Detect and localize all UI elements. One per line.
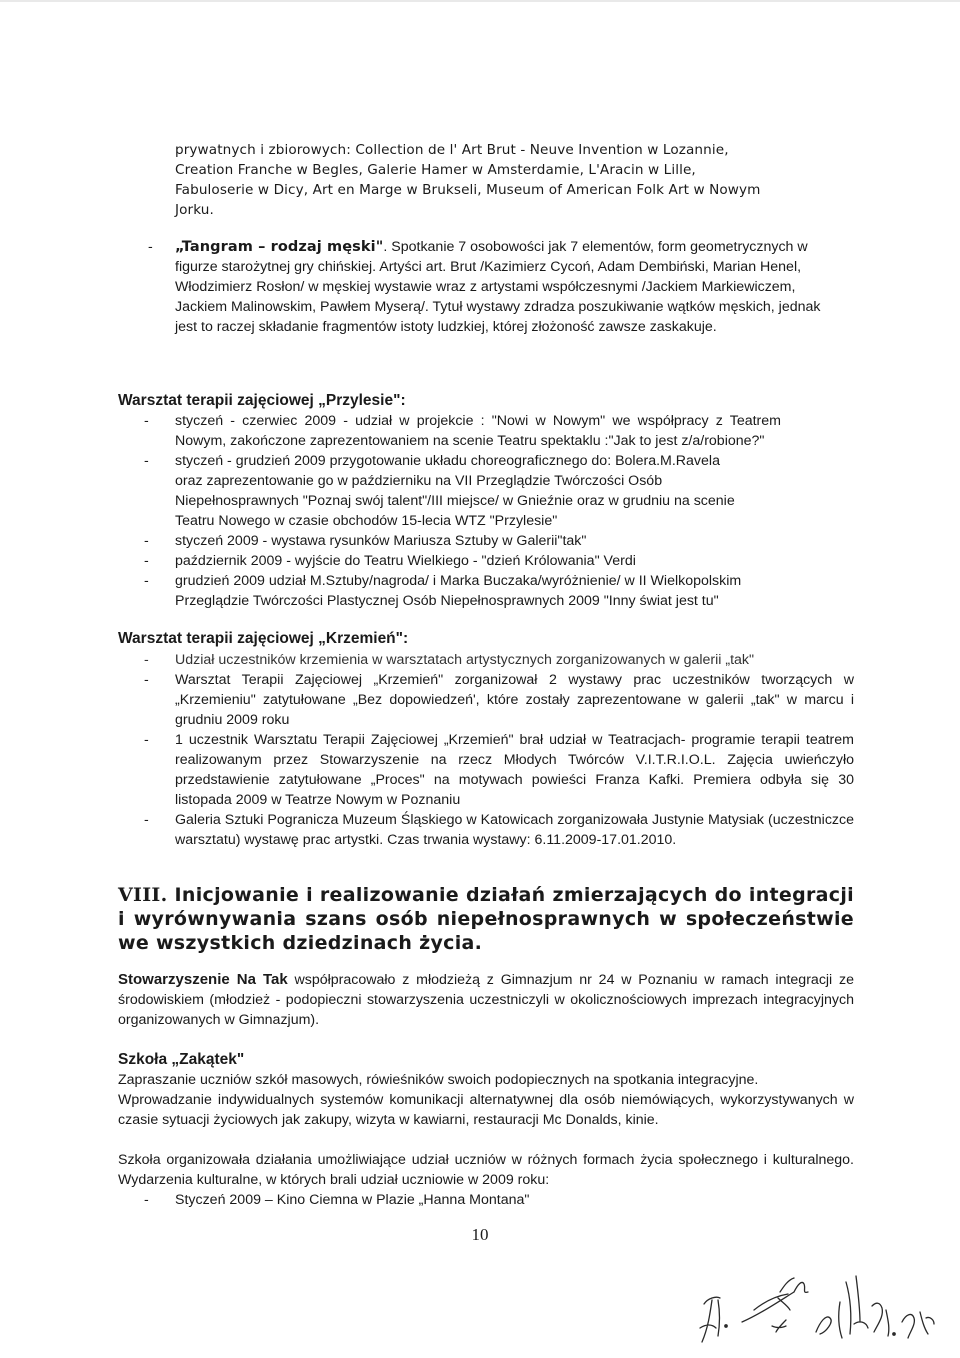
na-tak-text: współpracowało z młodzieżą z Gimnazjum nr 24 w Poznaniu w ramach integracji ze środowiskiem (młodzież - podopieczni stowarzyszenia uczestniczyli w okolicznościowych imprezach integracyjnych organizowanych w Gimnazjum).	[118, 972, 855, 1028]
list-item: - Galeria Sztuki Pogranicza Muzeum Śląskiego w Katowicach zorganizowała Justynie Matysiak (uczestniczce warsztatu) wystawę prac artystki. Czas trwania wystawy: 6.11.2009-17.01.2010.	[144, 812, 854, 848]
tangram-text	[175, 237, 838, 337]
zakatek-paragraph-1: Zapraszanie uczniów szkół masowych, rówieśników swoich podopiecznych na spotkania integracyjne.	[118, 1072, 759, 1088]
tangram-item	[148, 237, 838, 337]
zakatek-paragraph-3: Szkoła organizowała działania umożliwiające udział uczniów w różnych formach życia społecznego i kulturalnego. Wydarzenia kulturalne, w których brali udział uczniowie w 2009 roku:	[118, 1152, 854, 1188]
przylesie-list	[118, 411, 810, 611]
list-item: - Styczeń 2009 – Kino Ciemna w Plazie „Hanna Montana"	[144, 1192, 530, 1208]
organization-name: Stowarzyszenie Na Tak	[118, 971, 288, 988]
tangram-description: . Spotkanie 7 osobowości jak 7 elementów, form geometrycznych w figurze starożytnej gry chińskiej. Artyści art. Brut /Kazimierz Cycoń, Adam Dembiński, Marian Henel, Włodzimierz Rosłon/ w męskiej wystawie wraz z artystami współczesnymi /Jackiem Markiewiczem, Jackiem Malinowskim, Pawłem Myserą/. Tytuł wystawy zdradza poszukiwanie wątków męskich, jednak jest to raczej składanie fragmentów istoty ludzkiej, której złożoność zawsze zaskakuje.	[175, 239, 821, 335]
list-item-text: Galeria Sztuki Pogranicza Muzeum Śląskiego w Katowicach zorganizowała Justynie Matysiak (uczestniczce warsztatu) wystawę prac artystki. Czas trwania wystawy: 6.11.2009-17.01.2010.	[175, 812, 854, 848]
section-number: VIII.	[118, 884, 168, 906]
zakatek-list	[118, 1190, 854, 1210]
krzemien-list	[118, 650, 854, 850]
intro-line: Jorku.	[175, 202, 214, 218]
list-item-text: Styczeń 2009 – Kino Ciemna w Plazie „Hanna Montana"	[175, 1192, 530, 1208]
zakatek-paragraph-2: Wprowadzanie indywidualnych systemów komunikacji alternatywnej dla osób niemówiących, wykorzystywanych w czasie sytuacji życiowych jak zakupy, wizyta w kawiarni, restauracji Mc Donalds, kinie.	[118, 1092, 854, 1128]
intro-paragraph	[175, 140, 855, 220]
list-item-text: Warsztat Terapii Zajęciowej „Krzemień" zorganizował 2 wystawy prac uczestników tworzących w „Krzemieniu" zatytułowane „Bez dopowiedzeń', które zostały zaprezentowane w galerii „tak" w marcu i grudniu 2009 roku	[175, 672, 854, 728]
przylesie-heading: Warsztat terapii zajęciowej „Przylesie":	[118, 392, 406, 409]
list-item: - grudzień 2009 udział M.Sztuby/nagroda/ i Marka Buczaka/wyróżnienie/ w II Wielkopolskim Przeglądzie Twórczości Plastycznej Osób Niepełnosprawnych 2009 "Inny świat jest tu"	[144, 573, 742, 609]
list-item: - styczeń 2009 - wystawa rysunków Mariusza Sztuby w Galerii"tak"	[144, 533, 587, 549]
list-item: - styczeń - czerwiec 2009 - udział w projekcie : "Nowi w Nowym" we współpracy z Teatrem Nowym, zakończone zaprezentowaniem na scenie Teatru spektaklu :"Jak to jest z/a/robione?"	[144, 413, 781, 449]
list-item-text: Udział uczestników krzemienia w warsztatach artystycznych zorganizowanych w galerii „tak"	[175, 652, 755, 668]
na-tak-paragraph	[118, 970, 854, 1030]
page-number: 10	[471, 1225, 489, 1244]
handwritten-signatures	[690, 1262, 955, 1352]
list-item-text: styczeń - czerwiec 2009 - udział w projekcie : "Nowi w Nowym" we współpracy z Teatrem Nowym, zakończone zaprezentowaniem na scenie Teatru spektaklu :"Jak to jest z/a/robione?"	[175, 413, 781, 449]
zakatek-heading: Szkoła „Zakątek"	[118, 1051, 245, 1068]
list-item: - 1 uczestnik Warsztatu Terapii Zajęciowej „Krzemień" brał udział w Teatracjach- programie terapii teatrem realizowanym przez Stowarzyszenie na rzecz Młodych Twórców V.I.T.R.I.O.L. Zajęcia uwieńczyło przedstawienie zatytułowane „Proces" na motywach powieści Franza Kafki. Premiera odbyła się 30 listopada 2009 w Teatrze Nowym w Poznaniu	[144, 732, 854, 808]
tangram-title: „Tangram – rodzaj męski"	[175, 239, 384, 255]
scan-edge	[0, 0, 960, 2]
krzemien-heading: Warsztat terapii zajęciowej „Krzemień":	[118, 630, 409, 647]
intro-line: Creation Franche w Begles, Galerie Hamer w Amsterdamie, L'Aracin w Lille,	[175, 162, 696, 178]
intro-line: prywatnych i zbiorowych: Collection de l' Art Brut - Neuve Invention w Lozannie,	[175, 142, 729, 158]
section-heading	[118, 883, 854, 955]
list-dash: -	[148, 239, 153, 255]
list-item: - Warsztat Terapii Zajęciowej „Krzemień" zorganizował 2 wystawy prac uczestników tworzących w „Krzemieniu" zatytułowane „Bez dopowiedzeń', które zostały zaprezentowane w galerii „tak" w marcu i grudniu 2009 roku	[144, 672, 854, 728]
section-title: Inicjowanie i realizowanie działań zmierzających do integracji i wyrównywania szans osób niepełnosprawnych w społeczeństwie we wszystkich dziedzinach życia.	[118, 884, 854, 954]
list-item-text: styczeń - grudzień 2009 przygotowanie układu choreograficznego do: Bolera.M.Ravela oraz zaprezentowanie go w październiku na VII Przeglądzie Twórczości Osób Niepełnosprawnych "Poznaj swój talent"/III miejsce/ w Gnieźnie oraz w grudniu na scenie Teatru Nowego w czasie obchodów 15-lecia WTZ "Przylesie"	[175, 453, 735, 529]
list-item: - styczeń - grudzień 2009 przygotowanie układu choreograficznego do: Bolera.M.Ravela oraz zaprezentowanie go w październiku na VII Przeglądzie Twórczości Osób Niepełnosprawnych "Poznaj swój talent"/III miejsce/ w Gnieźnie oraz w grudniu na scenie Teatru Nowego w czasie obchodów 15-lecia WTZ "Przylesie"	[144, 453, 735, 529]
intro-line: Fabuloserie w Dicy, Art en Marge w Brukseli, Museum of American Folk Art w Nowym	[175, 182, 761, 198]
list-item-text: 1 uczestnik Warsztatu Terapii Zajęciowej „Krzemień" brał udział w Teatracjach- programie terapii teatrem realizowanym przez Stowarzyszenie na rzecz Młodych Twórców V.I.T.R.I.O.L. Zajęcia uwieńczyło przedstawienie zatytułowane „Proces" na motywach powieści Franza Kafki. Premiera odbyła się 30 listopada 2009 w Teatrze Nowym w Poznaniu	[175, 732, 854, 808]
list-item-text: styczeń 2009 - wystawa rysunków Mariusza Sztuby w Galerii"tak"	[175, 533, 587, 549]
list-item-text: październik 2009 - wyjście do Teatru Wielkiego - "dzień Królowania" Verdi	[175, 553, 636, 569]
list-item: - październik 2009 - wyjście do Teatru Wielkiego - "dzień Królowania" Verdi	[144, 553, 636, 569]
list-item: - Udział uczestników krzemienia w warsztatach artystycznych zorganizowanych w galerii „tak"	[144, 652, 755, 668]
list-item-text: grudzień 2009 udział M.Sztuby/nagroda/ i Marka Buczaka/wyróżnienie/ w II Wielkopolskim Przeglądzie Twórczości Plastycznej Osób Niepełnosprawnych 2009 "Inny świat jest tu"	[175, 573, 742, 609]
